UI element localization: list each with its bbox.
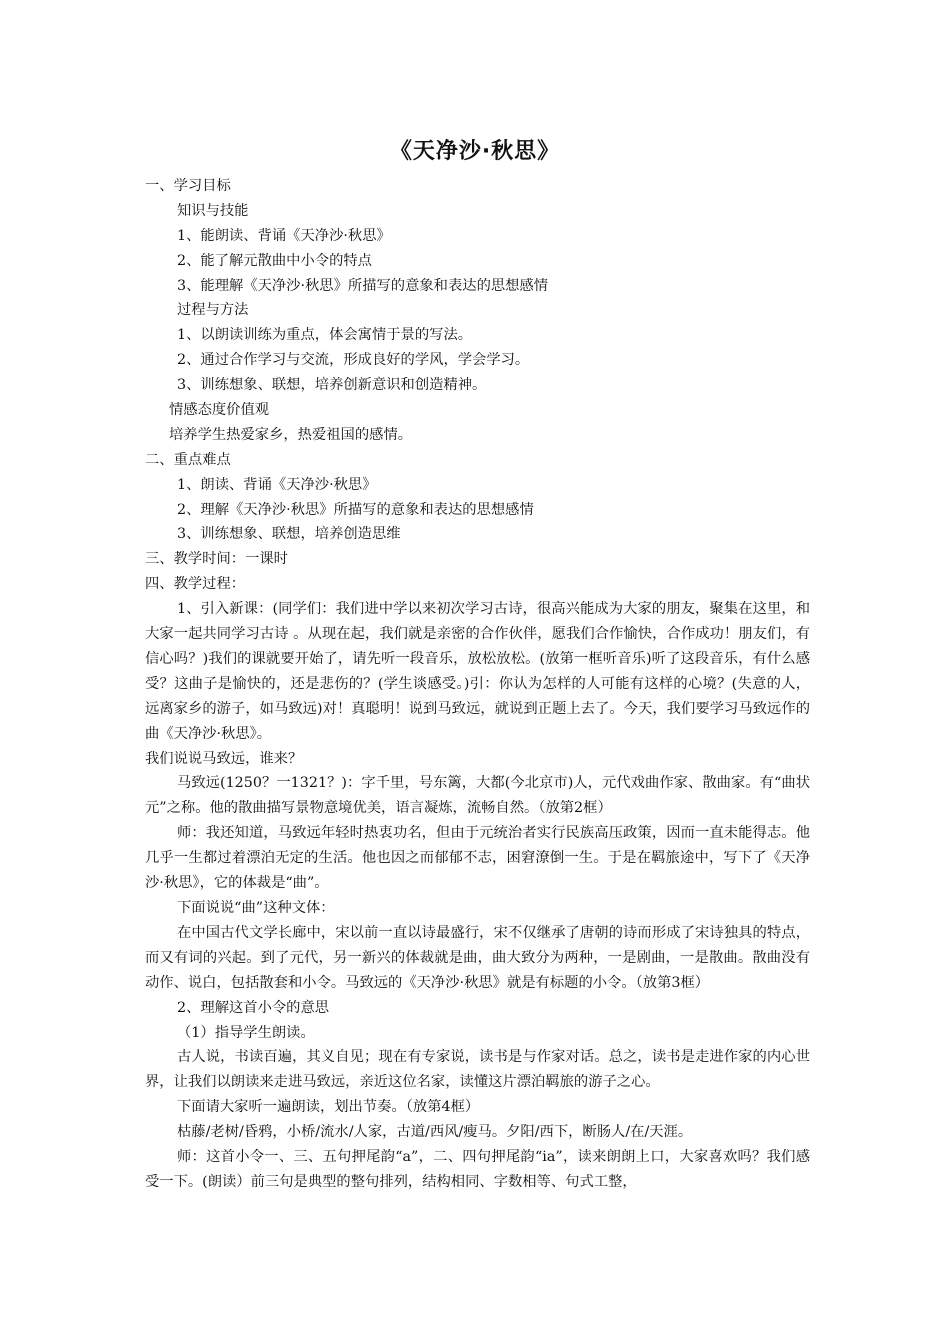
subheading-knowledge-skills: 知识与技能 [177, 202, 249, 219]
subheading-emotion-values: 情感态度价值观 [169, 402, 270, 419]
objective-item: 1、以朗读训练为重点，体会寓情于景的写法。 [177, 327, 473, 344]
subheading-process-method: 过程与方法 [177, 302, 249, 319]
paragraph-plain: 我们说说马致远，谁来？ [145, 750, 303, 767]
document-body [145, 174, 810, 1195]
objective-item: 2、通过合作学习与交流，形成良好的学风，学会学习。 [177, 352, 530, 369]
step-heading: 2、理解这首小令的意思 [177, 999, 330, 1016]
poem-rhythm-text: 枯藤/老树/昏鸦，小桥/流水/人家，古道/西风/瘦马。夕阳/西下，断肠人/在/天涯。 [177, 1124, 693, 1141]
objective-item: 培养学生热爱家乡，热爱祖国的感情。 [169, 426, 413, 443]
section-heading-key-points: 二、重点难点 [145, 451, 231, 468]
paragraph-introduction: 1、引入新课：(同学们：我们进中学以来初次学习古诗，很高兴能成为大家的朋友，聚集在这里，和大家一起共同学习古诗 。从现在起，我们就是亲密的合作伙伴，愿我们合作愉快，合作成功！朋友们，有信心吗？)我们的课就要开始了，请先听一段音乐，放松放松。(放第一框听音乐)听了这段音乐，有什么感受？这曲子是愉快的，还是悲伤的？(学生谈感受。)引：你认为怎样的人可能有这样的心境？(失意的人，远离家乡的游子，如马致远)对！真聪明！说到马致远，就说到正题上去了。今天，我们要学习马致远作的曲《天净沙·秋思》。 [145, 601, 810, 742]
paragraph-qu-heading: 下面说说“曲”这种文体： [177, 900, 335, 917]
objective-item: 3、能理解《天净沙·秋思》所描写的意象和表达的思想感情 [177, 277, 549, 294]
section-heading-teaching-time: 三、教学时间：一课时 [145, 551, 288, 568]
key-point-item: 1、朗读、背诵《天净沙·秋思》 [177, 476, 377, 493]
section-heading-teaching-process: 四、教学过程： [145, 576, 246, 593]
paragraph-qu-genre: 在中国古代文学长廊中，宋以前一直以诗最盛行，宋不仅继承了唐朝的诗而形成了宋诗独具的特点，而又有词的兴起。到了元代，另一新兴的体裁就是曲，曲大致分为两种，一是剧曲，一是散曲。散曲没有动作、说白，包括散套和小令。马致远的《天净沙·秋思》就是有标题的小令。（放第3框） [145, 924, 810, 991]
section-heading-objectives: 一、学习目标 [145, 178, 231, 194]
paragraph-rhyme: 师：这首小令一、三、五句押尾韵“a”，二、四句押尾韵“ia”，读来朗朗上口，大家喜欢吗？我们感受一下。(朗读）前三句是典型的整句排列，结构相同、字数相等、句式工整， [145, 1149, 810, 1190]
document-title: 《天净沙·秋思》 [389, 139, 561, 164]
paragraph-reading: 古人说，书读百遍，其义自见；现在有专家说，读书是与作家对话。总之，读书是走进作家的内心世界，让我们以朗读来走进马致远，亲近这位名家，读懂这片漂泊羁旅的游子之心。 [145, 1049, 810, 1091]
objective-item: 3、训练想象、联想，培养创新意识和创造精神。 [177, 377, 487, 394]
objective-item: 1、能朗读、背诵《天净沙·秋思》 [177, 227, 391, 244]
key-point-item: 2、理解《天净沙·秋思》所描写的意象和表达的思想感情 [177, 501, 534, 518]
paragraph-author-life: 师：我还知道，马致远年轻时热衷功名，但由于元统治者实行民族高压政策，因而一直未能得志。他几乎一生都过着漂泊无定的生活。他也因之而郁郁不志，困窘潦倒一生。于是在羁旅途中，写下了《天净沙·秋思》，它的体裁是“曲”。 [145, 825, 810, 892]
paragraph-author-intro: 马致远(1250？一1321？)：字千里，号东篱，大都(今北京市)人，元代戏曲作家、散曲家。有“曲状元”之称。他的散曲描写景物意境优美，语言凝炼，流畅自然。（放第2框） [145, 775, 810, 817]
step-subheading: （1）指导学生朗读。 [177, 1024, 315, 1041]
paragraph-rhythm-instruction: 下面请大家听一遍朗读，划出节奏。（放第4框） [177, 1099, 480, 1116]
objective-item: 2、能了解元散曲中小令的特点 [177, 252, 372, 269]
key-point-item: 3、训练想象、联想，培养创造思维 [177, 526, 401, 543]
